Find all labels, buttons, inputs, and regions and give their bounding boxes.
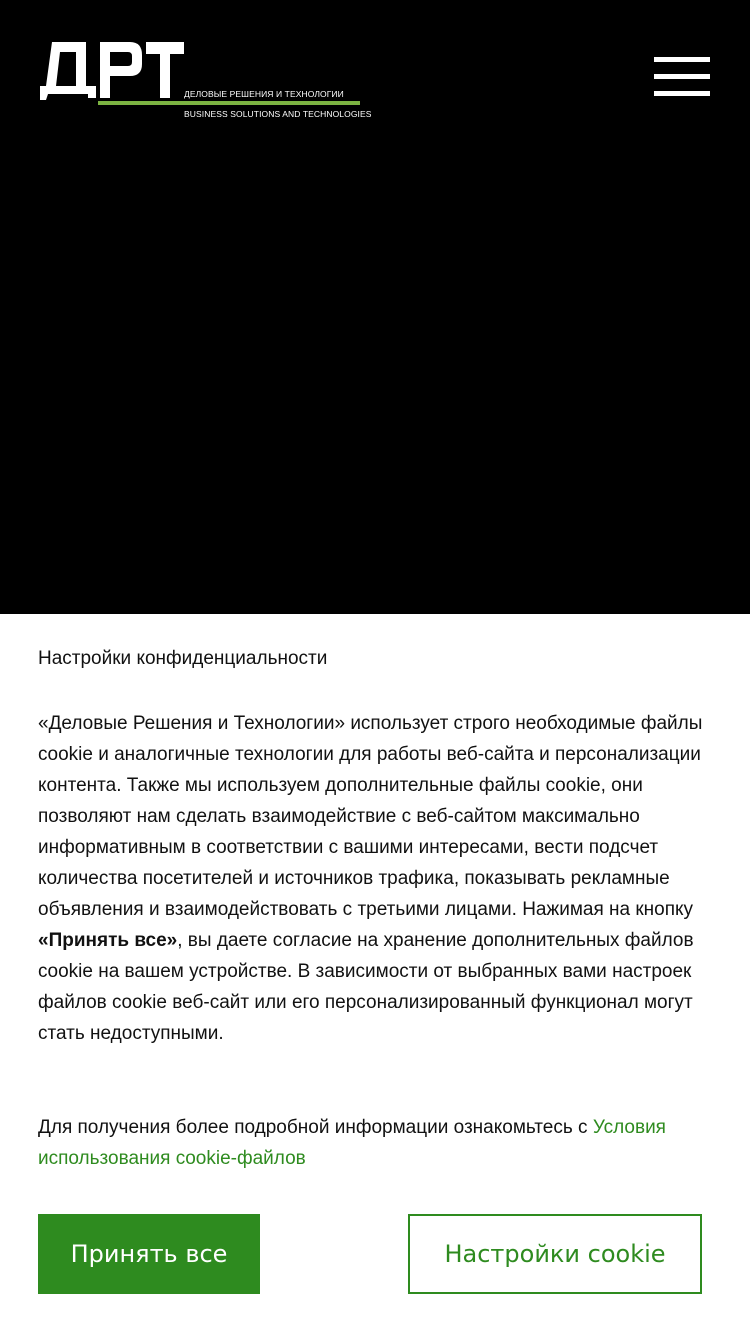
logo-subtitle-en: BUSINESS SOLUTIONS AND TECHNOLOGIES <box>184 109 372 119</box>
company-logo[interactable] <box>38 38 372 124</box>
cookie-text-part1: «Деловые Решения и Технологии» использует строго необходимые файлы cookie и аналогичные технологии для работы веб-сайта и персонализации контента. Также мы используем дополнительные файлы cookie, они позволяют нам сделать взаимодействие с веб-сайтом максимально информативным в соответствии с вашими интересами, вести подсчет количества посетителей и источников трафика, показывать рекламные объявления и взаимодействовать с третьими лицами. Нажимая на кнопку <box>38 713 703 920</box>
cookie-terms-link[interactable]: Условия использования cookie-файлов <box>38 1117 666 1169</box>
logo-subtitle-ru: ДЕЛОВЫЕ РЕШЕНИЯ И ТЕХНОЛОГИИ <box>184 89 344 99</box>
menu-bar <box>654 57 710 62</box>
cookie-banner-description <box>38 708 708 1049</box>
accept-all-button[interactable]: Принять все <box>38 1214 260 1294</box>
cookie-more-text: Для получения более подробной информации ознакомьтесь с <box>38 1117 593 1138</box>
cookie-text-part2: , вы даете согласие на хранение дополнительных файлов cookie на вашем устройстве. В зависимости от выбранных вами настроек файлов cookie веб-сайт или его персонализированный функционал могут стать недоступными. <box>38 930 694 1044</box>
cookie-consent-banner <box>0 614 750 1334</box>
cookie-settings-button[interactable]: Настройки cookie <box>408 1214 702 1294</box>
cookie-banner-title: Настройки конфиденциальности <box>38 648 328 669</box>
logo-letters-icon <box>38 38 188 104</box>
cookie-text-bold: «Принять все» <box>38 930 178 951</box>
cookie-more-info <box>38 1112 708 1174</box>
menu-bar <box>654 91 710 96</box>
site-header <box>0 0 750 140</box>
logo-underline <box>98 101 360 105</box>
hamburger-menu-icon[interactable] <box>654 57 710 97</box>
menu-bar <box>654 74 710 79</box>
